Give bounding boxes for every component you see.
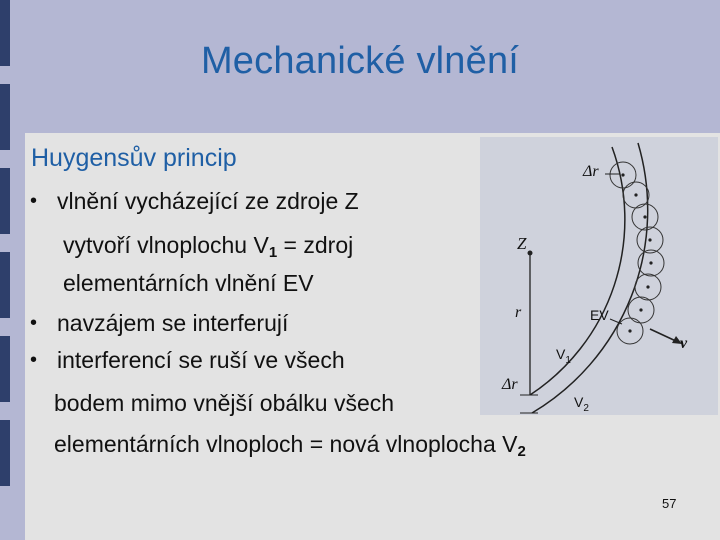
label-radius: r xyxy=(515,304,522,321)
label-v1: $V_1$ xyxy=(556,346,571,366)
bullet-dot-3: • xyxy=(30,349,38,371)
bullet-1-line-1: vlnění vycházející ze zdroje Z xyxy=(57,188,359,214)
huygens-figure xyxy=(480,137,718,415)
label-delta-r-top: Δr xyxy=(583,163,599,180)
bullet-dot-2: • xyxy=(30,312,38,334)
bullet-2-line-1: navzájem se interferují xyxy=(57,310,289,336)
bullet-1-line-2: vytvoří vlnoplochu $V_1$ = zdroj xyxy=(63,232,354,261)
bullet-dot-1: • xyxy=(30,190,38,212)
wavefront-v1-arc xyxy=(530,147,625,395)
label-delta-r-bottom: Δr xyxy=(502,376,518,393)
source-point xyxy=(528,251,533,256)
label-v2: $V_2$ xyxy=(574,394,589,414)
bullet-3-line-3: elementárních vlnoploch = nová vlnoplocha $V_2$ xyxy=(54,431,526,460)
elementary-wavelets xyxy=(610,162,664,344)
bullet-3-line-2: bodem mimo vnější obálku všech xyxy=(54,390,395,416)
slide-title: Mechanické vlnění xyxy=(200,40,520,82)
bullet-3-line-1: interferencí se ruší ve všech xyxy=(57,347,345,373)
bullet-1-line-3: elementárních vlnění EV xyxy=(63,270,314,296)
page-number: 57 xyxy=(662,496,677,511)
label-velocity: v xyxy=(680,335,688,352)
slide-subtitle: Huygensův princip xyxy=(31,144,237,172)
label-source-z: Z xyxy=(517,234,527,253)
huygens-diagram xyxy=(480,137,718,415)
label-ev: EV xyxy=(590,307,609,323)
